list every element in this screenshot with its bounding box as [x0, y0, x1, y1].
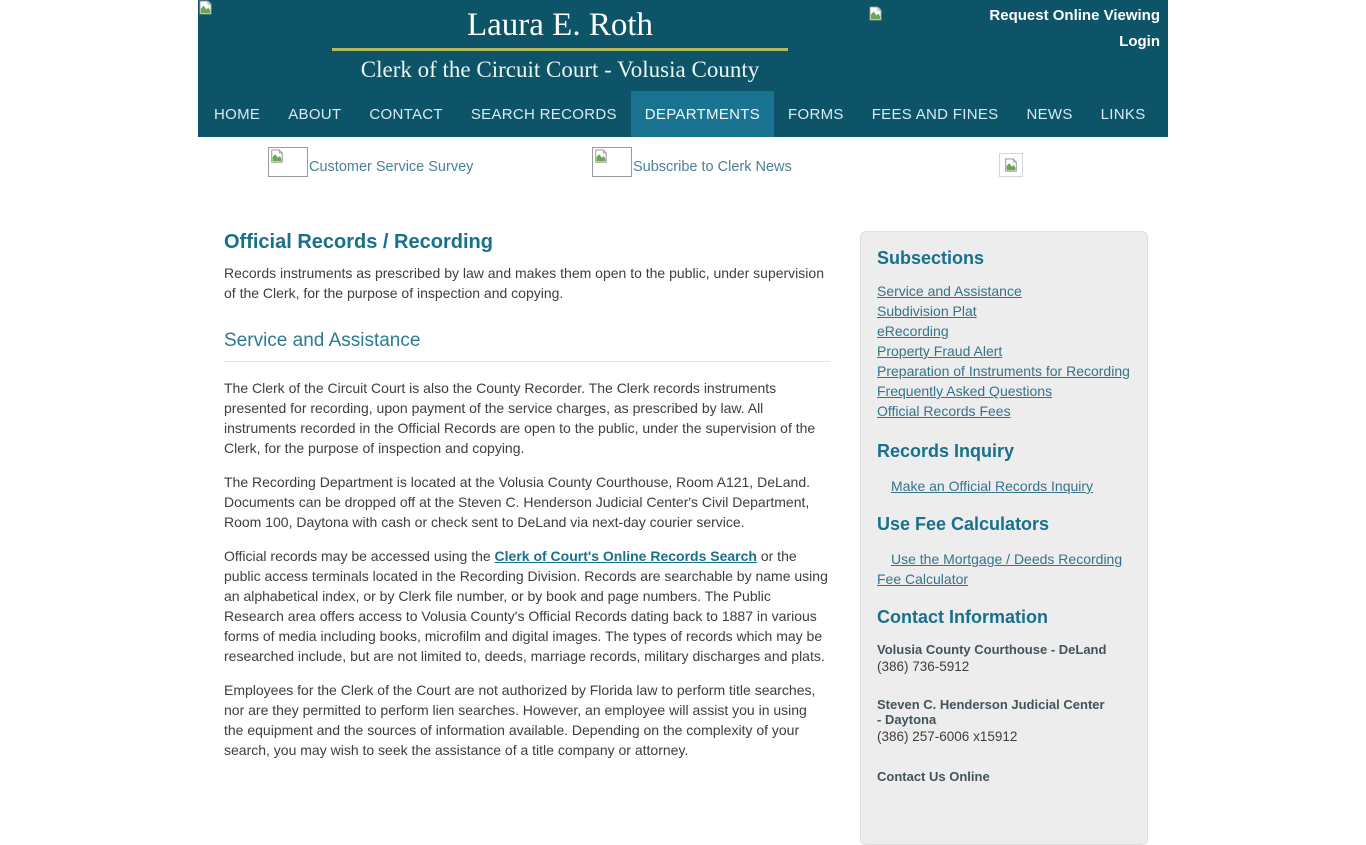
subscribe-clerk-news-link[interactable]: Subscribe to Clerk News	[633, 159, 792, 175]
broken-image-icon	[198, 0, 213, 20]
main-column	[224, 231, 830, 774]
paragraph-text: or the public access terminals located in the Recording Division. Records are searchable by name using an alphabetical index, or by Clerk file number, or by book and page numbers. The Public Research area offers access to Volusia County's Official Records dating back to 1887 in various forms of media including books, microfilm and digital images. The types of records which may be researched include, but are not limited to, deeds, marriage records, military discharges and plats.	[224, 548, 828, 664]
nav-item-search-records[interactable]: SEARCH RECORDS	[470, 105, 617, 123]
subscribe-clerk-news-item[interactable]	[592, 147, 792, 177]
title-divider	[332, 48, 788, 51]
sidebar-link-subdivision-plat[interactable]: Subdivision Plat	[877, 303, 977, 319]
header-utility-links	[989, 3, 1160, 55]
sidebar-heading-fee-calculators: Use Fee Calculators	[877, 514, 1050, 534]
sidebar-heading-records-inquiry: Records Inquiry	[877, 441, 1015, 461]
login-link[interactable]: Login	[1119, 33, 1160, 50]
broken-image-icon	[868, 6, 883, 26]
sidebar	[860, 231, 1148, 845]
sidebar-link-official-records-fees[interactable]: Official Records Fees	[877, 403, 1011, 419]
site-identity	[332, 0, 788, 83]
nav-item-forms[interactable]: FORMS	[788, 105, 844, 123]
nav-item-fees-and-fines[interactable]: FEES AND FINES	[871, 105, 999, 123]
contact-location-phone: (386) 736-5912	[877, 659, 970, 674]
nav-item-links[interactable]: LINKS	[1100, 105, 1146, 123]
page-title: Official Records / Recording	[224, 231, 493, 253]
contact-location-phone: (386) 257-6006 x15912	[877, 729, 1018, 744]
site-subtitle: Clerk of the Circuit Court - Volusia County	[360, 57, 760, 82]
nav-item-news[interactable]: NEWS	[1026, 105, 1073, 123]
sidebar-link-preparation-of-instruments[interactable]: Preparation of Instruments for Recording	[877, 363, 1130, 379]
content-area	[198, 231, 1168, 845]
request-online-viewing-link[interactable]: Request Online Viewing	[989, 7, 1160, 24]
sidebar-link-records-inquiry[interactable]: Make an Official Records Inquiry	[891, 478, 1094, 494]
nav-item-departments[interactable]: DEPARTMENTS	[631, 91, 774, 137]
nav-item-contact[interactable]: CONTACT	[369, 105, 443, 123]
broken-image-icon	[999, 153, 1023, 177]
contact-location-name: Steven C. Henderson Judicial Center - Daytona	[877, 697, 1105, 727]
sidebar-link-fee-calculator[interactable]: Use the Mortgage / Deeds Recording Fee Calculator	[877, 551, 1123, 587]
quick-links-banner	[198, 145, 1168, 197]
page-container	[198, 0, 1168, 845]
site-header	[198, 0, 1168, 137]
intro-paragraph: Records instruments as prescribed by law and makes them open to the public, under supervision of the Clerk, for the purpose of inspection and copying.	[224, 265, 824, 301]
body-paragraph: The Clerk of the Circuit Court is also the County Recorder. The Clerk records instruments presented for recording, upon payment of the service charges, as prescribed by law. All instruments recorded in the Official Records are open to the public, under the supervision of the Clerk, for the purpose of inspection and copying.	[224, 380, 816, 456]
nav-item-home[interactable]: HOME	[214, 105, 261, 123]
site-title: Laura E. Roth	[466, 7, 654, 43]
nav-item-about[interactable]: ABOUT	[288, 105, 342, 123]
main-navigation	[198, 91, 1168, 137]
section-divider	[224, 361, 830, 362]
body-paragraph: Employees for the Clerk of the Court are not authorized by Florida law to perform title searches, nor are they permitted to perform lien searches. However, an employee will assist you in using the equipment and the sources of information available. Depending on the complexity of your search, you may wish to seek the assistance of a title company or attorney.	[224, 682, 816, 758]
banner-image-placeholder	[999, 153, 1023, 177]
customer-service-survey-item[interactable]	[268, 147, 473, 177]
contact-location-name: Volusia County Courthouse - DeLand	[877, 642, 1107, 657]
sidebar-heading-subsections: Subsections	[877, 248, 985, 268]
broken-image-icon	[268, 147, 308, 177]
sidebar-heading-contact-information: Contact Information	[877, 607, 1048, 627]
customer-service-survey-link[interactable]: Customer Service Survey	[309, 159, 474, 175]
section-heading-service-and-assistance: Service and Assistance	[224, 330, 421, 351]
broken-image-icon	[592, 147, 632, 177]
body-paragraph	[224, 546, 830, 666]
sidebar-link-service-and-assistance[interactable]: Service and Assistance	[877, 283, 1022, 299]
sidebar-link-erecording[interactable]: eRecording	[877, 323, 949, 339]
online-records-search-link[interactable]: Clerk of Court's Online Records Search	[494, 548, 757, 564]
contact-us-online-label: Contact Us Online	[877, 769, 990, 784]
paragraph-text: Official records may be accessed using the	[224, 548, 495, 564]
sidebar-link-faq[interactable]: Frequently Asked Questions	[877, 383, 1053, 399]
body-paragraph: The Recording Department is located at the Volusia County Courthouse, Room A121, DeLand. Documents can be dropped off at the Steven C. Henderson Judicial Center's Civil Department, Room 100, Daytona with cash or check sent to DeLand via next-day courier service.	[224, 474, 811, 530]
sidebar-link-property-fraud-alert[interactable]: Property Fraud Alert	[877, 343, 1003, 359]
